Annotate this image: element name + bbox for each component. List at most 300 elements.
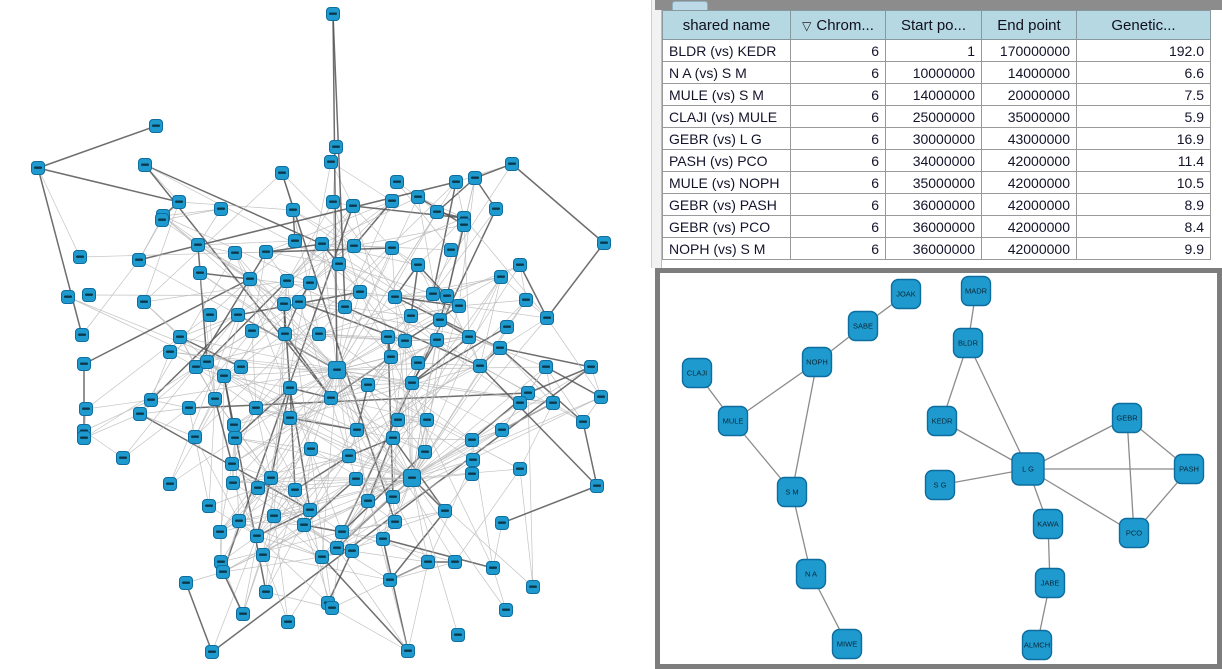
network-node[interactable] xyxy=(145,394,158,407)
network-node[interactable] xyxy=(405,310,418,323)
network-node[interactable] xyxy=(74,251,87,264)
network-node[interactable] xyxy=(298,519,311,532)
node-label-smudge xyxy=(502,609,510,611)
network-node[interactable] xyxy=(203,500,216,513)
network-node[interactable] xyxy=(282,616,295,629)
table-row[interactable] xyxy=(663,84,1222,106)
panel-top-strip xyxy=(655,0,1222,10)
node-label-smudge xyxy=(498,522,506,524)
network-node[interactable] xyxy=(354,286,367,299)
network-node[interactable] xyxy=(173,196,186,209)
network-node[interactable] xyxy=(209,393,222,406)
subnetwork-node-pash[interactable] xyxy=(1175,455,1204,484)
network-node[interactable] xyxy=(402,645,415,658)
subnetwork-node-label: KAWA xyxy=(1037,519,1059,529)
node-label-smudge xyxy=(306,282,314,284)
network-edge xyxy=(412,397,601,478)
network-node[interactable] xyxy=(501,321,514,334)
network-node[interactable] xyxy=(490,203,503,216)
network-node[interactable] xyxy=(419,446,432,459)
node-label-smudge xyxy=(508,163,516,165)
table-cell: 43000000 xyxy=(982,128,1077,150)
network-node[interactable] xyxy=(257,549,270,562)
network-node[interactable] xyxy=(434,314,447,327)
table-cell: 36000000 xyxy=(886,194,982,216)
panel-tab[interactable] xyxy=(672,1,708,10)
network-node[interactable] xyxy=(362,379,375,392)
network-node[interactable] xyxy=(350,473,363,486)
network-node[interactable] xyxy=(244,273,257,286)
node-label-smudge xyxy=(220,375,228,377)
network-node[interactable] xyxy=(226,458,239,471)
network-edge xyxy=(383,539,493,568)
network-edge xyxy=(140,414,195,437)
network-edge xyxy=(547,243,604,318)
column-header-end-point[interactable]: End point xyxy=(982,11,1077,40)
subnetwork-node-almch[interactable] xyxy=(1023,631,1052,660)
subnetwork-node-noph[interactable] xyxy=(803,348,832,377)
table-cell: 1 xyxy=(886,40,982,62)
network-edge xyxy=(224,334,285,376)
network-node[interactable] xyxy=(305,443,318,456)
pane-splitter[interactable] xyxy=(651,0,662,268)
network-node[interactable] xyxy=(385,351,398,364)
network-node[interactable] xyxy=(134,408,147,421)
network-node[interactable] xyxy=(406,377,419,390)
network-node[interactable] xyxy=(268,510,281,523)
network-node[interactable] xyxy=(237,608,250,621)
node-label-smudge xyxy=(516,264,524,266)
node-label-smudge xyxy=(498,429,506,431)
table-cell: 6 xyxy=(791,40,886,62)
table-cell: CLAJI (vs) MULE xyxy=(663,106,791,128)
table-row[interactable] xyxy=(663,150,1222,172)
node-label-smudge xyxy=(235,520,243,522)
node-label-smudge xyxy=(280,303,288,305)
subnetwork-node-label: BLDR xyxy=(957,338,979,348)
node-label-smudge xyxy=(443,295,451,297)
table-edge-sliver xyxy=(1211,11,1222,40)
network-node[interactable] xyxy=(514,397,527,410)
node-label-smudge xyxy=(516,402,524,404)
node-label-smudge xyxy=(476,365,484,367)
network-node[interactable] xyxy=(327,196,340,209)
node-label-smudge xyxy=(468,439,476,441)
node-label-smudge xyxy=(441,510,449,512)
network-node[interactable] xyxy=(431,334,444,347)
network-node[interactable] xyxy=(83,289,96,302)
subnetwork-node-kawa[interactable] xyxy=(1034,510,1063,539)
network-node[interactable] xyxy=(204,309,217,322)
network-node[interactable] xyxy=(445,244,458,257)
network-node[interactable] xyxy=(389,291,402,304)
network-node[interactable] xyxy=(78,432,91,445)
subnetwork-node-miwe[interactable] xyxy=(833,630,862,659)
network-edge xyxy=(447,265,520,296)
node-label-smudge xyxy=(389,437,397,439)
network-node[interactable] xyxy=(469,172,482,185)
network-node[interactable] xyxy=(466,468,479,481)
network-node[interactable] xyxy=(427,288,440,301)
subnetwork-node-gebr[interactable] xyxy=(1113,404,1142,433)
network-node[interactable] xyxy=(391,176,404,189)
table-cell: N A (vs) S M xyxy=(663,62,791,84)
subnetwork-node-pco[interactable] xyxy=(1120,519,1149,548)
network-node[interactable] xyxy=(467,454,480,467)
network-node[interactable] xyxy=(117,452,130,465)
network-edge xyxy=(38,168,80,257)
subnetwork-node-sm[interactable] xyxy=(778,478,807,507)
table-edge-sliver xyxy=(1211,150,1222,172)
network-node[interactable] xyxy=(233,515,246,528)
network-node[interactable] xyxy=(466,434,479,447)
network-node[interactable] xyxy=(265,472,278,485)
node-label-smudge xyxy=(436,319,444,321)
network-edge xyxy=(304,525,332,608)
table-row[interactable] xyxy=(663,238,1222,260)
network-node[interactable] xyxy=(330,141,343,154)
column-header-chrom-[interactable]: ▽ Chrom... xyxy=(791,11,886,40)
network-node[interactable] xyxy=(339,301,352,314)
network-node[interactable] xyxy=(463,331,476,344)
network-edge xyxy=(512,164,604,243)
node-label-smudge xyxy=(327,397,335,399)
network-node[interactable] xyxy=(304,504,317,517)
node-label-smudge xyxy=(217,561,225,563)
network-node[interactable] xyxy=(260,246,273,259)
node-label-smudge xyxy=(593,485,601,487)
network-node[interactable] xyxy=(150,120,163,133)
network-node[interactable] xyxy=(246,325,259,338)
network-node[interactable] xyxy=(386,242,399,255)
network-node[interactable] xyxy=(384,574,397,587)
table-cell: 170000000 xyxy=(982,40,1077,62)
network-node[interactable] xyxy=(333,258,346,271)
network-node[interactable] xyxy=(514,463,527,476)
network-node[interactable] xyxy=(595,391,608,404)
network-node[interactable] xyxy=(591,480,604,493)
subnetwork-node-madr[interactable] xyxy=(962,277,991,306)
network-node[interactable] xyxy=(450,176,463,189)
network-edge xyxy=(179,202,293,210)
network-node[interactable] xyxy=(252,482,265,495)
network-node[interactable] xyxy=(387,491,400,504)
node-label-smudge xyxy=(522,299,530,301)
node-label-smudge xyxy=(64,296,72,298)
network-node[interactable] xyxy=(174,331,187,344)
network-node[interactable] xyxy=(313,328,326,341)
network-node[interactable] xyxy=(362,495,375,508)
network-node[interactable] xyxy=(389,516,402,529)
network-edge xyxy=(140,253,235,414)
node-label-smudge xyxy=(423,419,431,421)
node-label-smudge xyxy=(216,531,224,533)
node-label-smudge xyxy=(318,243,326,245)
network-node[interactable] xyxy=(217,566,230,579)
network-node[interactable] xyxy=(192,239,205,252)
network-node[interactable] xyxy=(422,556,435,569)
network-node[interactable] xyxy=(494,342,507,355)
subnetwork-node-sabe[interactable] xyxy=(849,312,878,341)
network-node[interactable] xyxy=(336,526,349,539)
node-label-smudge xyxy=(147,399,155,401)
network-node[interactable] xyxy=(487,562,500,575)
network-node[interactable] xyxy=(229,247,242,260)
node-label-smudge xyxy=(401,340,409,342)
network-node[interactable] xyxy=(377,533,390,546)
network-node[interactable] xyxy=(382,331,395,344)
node-label-smudge xyxy=(345,455,353,457)
network-node[interactable] xyxy=(343,450,356,463)
node-label-smudge xyxy=(176,336,184,338)
network-node[interactable] xyxy=(585,361,598,374)
network-node[interactable] xyxy=(276,167,289,180)
node-label-smudge xyxy=(408,382,416,384)
table-row[interactable] xyxy=(663,128,1222,150)
network-node[interactable] xyxy=(514,259,527,272)
subnetwork-node-label: S G xyxy=(933,480,947,490)
node-label-smudge xyxy=(387,356,395,358)
network-node[interactable] xyxy=(326,602,339,615)
network-edge xyxy=(528,393,533,587)
node-label-smudge xyxy=(460,224,468,226)
network-node[interactable] xyxy=(228,419,241,432)
network-node[interactable] xyxy=(541,312,554,325)
table-cell: NOPH (vs) S M xyxy=(663,238,791,260)
network-node[interactable] xyxy=(441,290,454,303)
network-node[interactable] xyxy=(347,200,360,213)
network-node[interactable] xyxy=(329,362,346,379)
network-node[interactable] xyxy=(138,296,151,309)
table-cell: 6.6 xyxy=(1077,62,1211,84)
network-node[interactable] xyxy=(284,382,297,395)
node-label-smudge xyxy=(388,200,396,202)
node-label-smudge xyxy=(306,509,314,511)
network-node[interactable] xyxy=(404,470,421,487)
node-label-smudge xyxy=(234,314,242,316)
node-label-smudge xyxy=(496,347,504,349)
network-node[interactable] xyxy=(139,159,152,172)
network-node[interactable] xyxy=(449,556,462,569)
column-header-genetic-[interactable]: Genetic... xyxy=(1077,11,1211,40)
table-edge-sliver xyxy=(1211,62,1222,84)
node-label-smudge xyxy=(228,463,236,465)
subnetwork-node-label: KEDR xyxy=(931,416,953,426)
network-node[interactable] xyxy=(227,477,240,490)
network-node[interactable] xyxy=(351,424,364,437)
network-edge xyxy=(353,206,464,218)
table-cell: 35000000 xyxy=(886,172,982,194)
network-node[interactable] xyxy=(327,8,340,21)
node-label-smudge xyxy=(192,366,200,368)
node-label-smudge xyxy=(237,366,245,368)
network-node[interactable] xyxy=(278,298,291,311)
network-edge xyxy=(151,352,170,400)
network-node[interactable] xyxy=(496,517,509,530)
table-edge-sliver xyxy=(1211,128,1222,150)
subnetwork-node-na[interactable] xyxy=(797,560,826,589)
network-node[interactable] xyxy=(346,545,359,558)
network-node[interactable] xyxy=(156,214,169,227)
network-node[interactable] xyxy=(232,309,245,322)
node-label-smudge xyxy=(211,398,219,400)
network-node[interactable] xyxy=(260,586,273,599)
network-node[interactable] xyxy=(547,397,560,410)
table-edge-sliver xyxy=(1211,216,1222,238)
network-node[interactable] xyxy=(80,403,93,416)
node-label-smudge xyxy=(451,561,459,563)
network-node[interactable] xyxy=(251,530,264,543)
subnetwork-node-jabe[interactable] xyxy=(1036,569,1065,598)
network-node[interactable] xyxy=(235,361,248,374)
node-label-smudge xyxy=(489,567,497,569)
node-label-smudge xyxy=(196,272,204,274)
network-node[interactable] xyxy=(412,191,425,204)
node-label-smudge xyxy=(414,264,422,266)
network-node[interactable] xyxy=(218,370,231,383)
subnetwork-node-label: GEBR xyxy=(1116,413,1138,423)
network-node[interactable] xyxy=(500,604,513,617)
subnetwork-canvas[interactable] xyxy=(660,273,1217,664)
network-node[interactable] xyxy=(289,484,302,497)
node-label-smudge xyxy=(295,301,303,303)
network-node[interactable] xyxy=(453,300,466,313)
subnetwork-node-bldr[interactable] xyxy=(954,329,983,358)
network-node[interactable] xyxy=(577,416,590,429)
network-node[interactable] xyxy=(458,219,471,232)
network-node[interactable] xyxy=(431,206,444,219)
table-row[interactable] xyxy=(663,62,1222,84)
subnetwork-node-joak[interactable] xyxy=(892,280,921,309)
network-node[interactable] xyxy=(32,162,45,175)
table-cell: 8.9 xyxy=(1077,194,1211,216)
table-row[interactable] xyxy=(663,216,1222,238)
network-edge xyxy=(412,478,533,587)
network-node[interactable] xyxy=(399,335,412,348)
network-node[interactable] xyxy=(495,271,508,284)
network-node[interactable] xyxy=(164,478,177,491)
network-node[interactable] xyxy=(62,291,75,304)
network-node[interactable] xyxy=(496,424,509,437)
network-node[interactable] xyxy=(281,275,294,288)
network-node[interactable] xyxy=(348,240,361,253)
network-node[interactable] xyxy=(325,156,338,169)
table-cell: 11.4 xyxy=(1077,150,1211,172)
node-label-smudge xyxy=(203,361,211,363)
network-edge xyxy=(418,363,480,366)
network-node[interactable] xyxy=(540,361,553,374)
table-row[interactable] xyxy=(663,194,1222,216)
table-edge-sliver xyxy=(1211,40,1222,62)
node-label-smudge xyxy=(284,621,292,623)
network-node[interactable] xyxy=(331,542,344,555)
table-cell: GEBR (vs) PASH xyxy=(663,194,791,216)
network-node[interactable] xyxy=(412,357,425,370)
network-edge xyxy=(274,516,288,622)
subnetwork-node-claji[interactable] xyxy=(683,359,712,388)
network-node[interactable] xyxy=(287,204,300,217)
node-label-smudge xyxy=(315,333,323,335)
network-node[interactable] xyxy=(194,267,207,280)
subnetwork-node-sg[interactable] xyxy=(926,471,955,500)
table-row[interactable] xyxy=(663,40,1222,62)
node-label-smudge xyxy=(424,561,432,563)
network-node[interactable] xyxy=(527,581,540,594)
network-node[interactable] xyxy=(474,360,487,373)
node-label-smudge xyxy=(516,468,524,470)
network-node[interactable] xyxy=(316,238,329,251)
table-row[interactable] xyxy=(663,172,1222,194)
network-node[interactable] xyxy=(421,414,434,427)
network-node[interactable] xyxy=(289,235,302,248)
column-header-shared-name[interactable]: shared name xyxy=(663,11,791,40)
node-label-smudge xyxy=(318,556,326,558)
filter-icon[interactable]: ▽ xyxy=(802,18,812,33)
node-label-smudge xyxy=(152,125,160,127)
network-node[interactable] xyxy=(229,432,242,445)
table-cell: 192.0 xyxy=(1077,40,1211,62)
subnetwork-node-label: CLAJI xyxy=(686,368,708,378)
table-body xyxy=(663,40,1222,260)
table-cell: 16.9 xyxy=(1077,128,1211,150)
node-label-smudge xyxy=(205,505,213,507)
network-node[interactable] xyxy=(201,356,214,369)
network-node[interactable] xyxy=(78,358,91,371)
network-node[interactable] xyxy=(183,402,196,415)
table-row[interactable] xyxy=(663,106,1222,128)
network-node[interactable] xyxy=(325,392,338,405)
network-node[interactable] xyxy=(392,414,405,427)
network-node[interactable] xyxy=(189,431,202,444)
network-node[interactable] xyxy=(206,646,219,659)
node-label-smudge xyxy=(231,252,239,254)
node-label-smudge xyxy=(404,650,412,652)
table-cell: PASH (vs) PCO xyxy=(663,150,791,172)
network-node[interactable] xyxy=(284,412,297,425)
node-label-smudge xyxy=(421,451,429,453)
subnetwork-node-lg[interactable] xyxy=(1012,453,1044,485)
network-node[interactable] xyxy=(452,629,465,642)
network-node[interactable] xyxy=(133,254,146,267)
network-node[interactable] xyxy=(180,577,193,590)
network-node[interactable] xyxy=(387,432,400,445)
network-node[interactable] xyxy=(304,277,317,290)
network-node[interactable] xyxy=(215,203,228,216)
network-node[interactable] xyxy=(520,294,533,307)
network-node[interactable] xyxy=(412,259,425,272)
network-node[interactable] xyxy=(386,195,399,208)
network-node[interactable] xyxy=(316,551,329,564)
network-node[interactable] xyxy=(598,237,611,250)
network-node[interactable] xyxy=(214,526,227,539)
node-label-smudge xyxy=(76,256,84,258)
network-node[interactable] xyxy=(506,158,519,171)
network-edge xyxy=(123,408,189,458)
network-node[interactable] xyxy=(439,505,452,518)
network-node[interactable] xyxy=(279,328,292,341)
subnetwork-node-kedr[interactable] xyxy=(928,407,957,436)
subnetwork-node-mule[interactable] xyxy=(719,407,748,436)
table-edge-sliver xyxy=(1211,172,1222,194)
node-label-smudge xyxy=(497,276,505,278)
network-edge xyxy=(235,253,337,370)
network-node[interactable] xyxy=(250,402,263,415)
column-header-start-po-[interactable]: Start po... xyxy=(886,11,982,40)
table-edge-sliver xyxy=(1211,84,1222,106)
network-node[interactable] xyxy=(293,296,306,309)
network-node[interactable] xyxy=(76,329,89,342)
network-node[interactable] xyxy=(164,346,177,359)
